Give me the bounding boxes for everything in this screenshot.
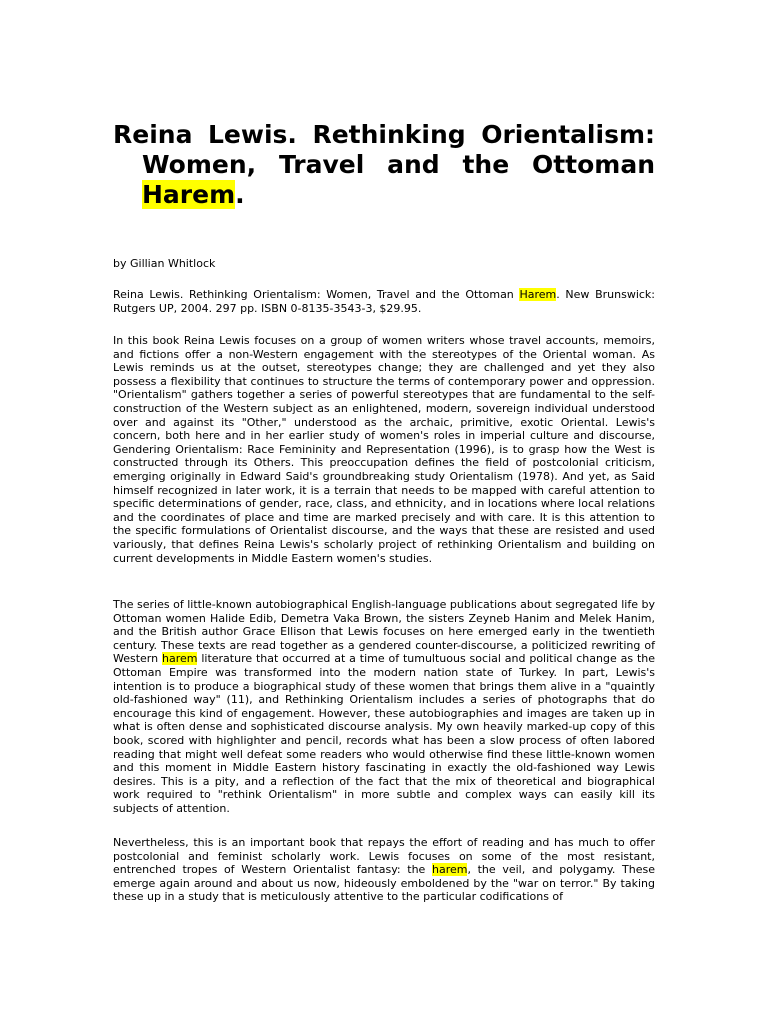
paragraph-3	[113, 836, 655, 904]
paragraph-3-text-b: , the veil, and polygamy. These emerge again around and about us now, hideously emboldened by the "war on terror." By taking these up in a study that is meticulously attentive to the particular codifications of	[113, 863, 655, 904]
paragraph-2	[113, 598, 655, 816]
citation-text: Reina Lewis. Rethinking Orientalism: Women, Travel and the Ottoman	[113, 288, 520, 301]
paragraph-3-highlight: harem	[431, 863, 468, 877]
title-punctuation: .	[235, 180, 245, 209]
page-title	[113, 120, 655, 210]
citation	[113, 288, 655, 315]
title-text: Reina Lewis. Rethinking Orientalism: Women, Travel and the Ottoman	[113, 120, 655, 179]
title-highlight: Harem	[142, 180, 236, 209]
citation-details: . New Brunswick: Rutgers UP, 2004. 297 pp. ISBN 0-8135-3543-3, $29.95.	[113, 288, 655, 315]
paragraph-1: In this book Reina Lewis focuses on a group of women writers whose travel accounts, memoirs, and fictions offer a non-Western engagement with the stereotypes of the Oriental woman. As Lewis reminds us at the outset, stereotypes change; they are challenged and yet they also possess a flexibility that continues to structure the terms of contemporary power and oppression. "Orientalism" gathers together a series of powerful stereotypes that are fundamental to the self-construction of the Western subject as an enlightened, modern, sovereign individual understood over and against its "Other," understood as the archaic, primitive, exotic Oriental. Lewis's concern, both here and in her earlier study of women's roles in imperial culture and discourse, Gendering Orientalism: Race Femininity and Representation (1996), is to grasp how the West is constructed through its Others. This preoccupation defines the field of postcolonial criticism, emerging originally in Edward Said's groundbreaking study Orientalism (1978). And yet, as Said himself recognized in later work, it is a terrain that needs to be mapped with careful attention to specific determinations of gender, race, class, and ethnicity, and in locations where local relations and the coordinates of place and time are marked precisely and with care. It is this attention to the specific formulations of Orientalist discourse, and the ways that these are resisted and used variously, that defines Reina Lewis's scholarly project of rethinking Orientalism and building on current developments in Middle Eastern women's studies.	[113, 334, 655, 565]
paragraph-3-text-a: Nevertheless, this is an important book that repays the effort of reading and has much to offer postcolonial and feminist scholarly work. Lewis focuses on some of the most resistant, entrenched tropes of Western Orientalist fantasy: the	[113, 836, 655, 877]
paragraph-2-text-a: The series of little-known autobiographical English-language publications about segregated life by Ottoman women Halide Edib, Demetra Vaka Brown, the sisters Zeyneb Hanim and Melek Hanim, and the British author Grace Ellison that Lewis focuses on here emerged early in the twentieth century. These texts are read together as a gendered counter-discourse, a politicized rewriting of Western	[113, 598, 655, 666]
document-page	[113, 120, 655, 904]
byline: by Gillian Whitlock	[113, 257, 216, 270]
citation-highlight: Harem	[519, 288, 557, 301]
paragraph-2-highlight: harem	[161, 652, 198, 666]
paragraph-2-text-b: literature that occurred at a time of tumultuous social and political change as the Ottoman Empire was transformed into the modern nation state of Turkey. In part, Lewis's intention is to produce a biographical study of these women that brings them alive in a "quaintly old-fashioned way" (11), and Rethinking Orientalism includes a series of photographs that do encourage this kind of engagement. However, these autobiographies and images are taken up in what is often dense and sophisticated discourse analysis. My own heavily marked-up copy of this book, scored with highlighter and pencil, records what has been a slow process of often labored reading that might well defeat some readers who would otherwise find these little-known women and this moment in Middle Eastern history fascinating in exactly the old-fashioned way Lewis desires. This is a pity, and a reflection of the fact that the mix of theoretical and biographical work required to "rethink Orientalism" in more subtle and complex ways can easily kill its subjects of attention.	[113, 652, 655, 815]
